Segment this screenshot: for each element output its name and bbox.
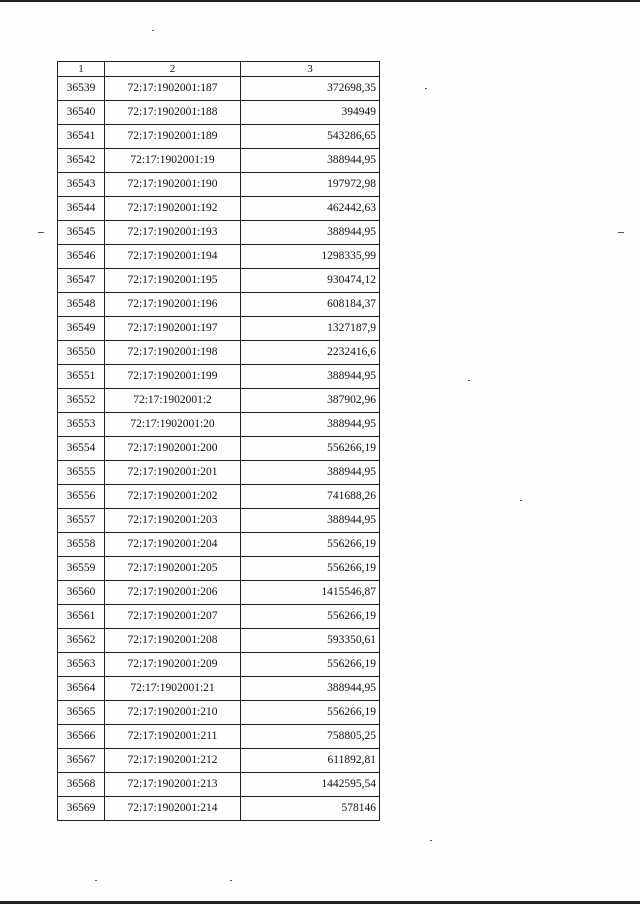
- cadastral-number-cell: 72:17:1902001:2: [105, 389, 241, 413]
- cadastral-number-cell: 72:17:1902001:190: [105, 173, 241, 197]
- table-row: [58, 101, 380, 125]
- row-number-cell: 36542: [58, 149, 105, 173]
- cadastral-number-cell: 72:17:1902001:211: [105, 725, 241, 749]
- table-header-row: [58, 62, 380, 77]
- value-cell: 1298335,99: [241, 245, 380, 269]
- value-cell: 556266,19: [241, 701, 380, 725]
- row-number-cell: 36554: [58, 437, 105, 461]
- value-cell: 388944,95: [241, 365, 380, 389]
- table-row: [58, 509, 380, 533]
- cadastral-number-cell: 72:17:1902001:202: [105, 485, 241, 509]
- column-header: 3: [241, 62, 380, 77]
- value-cell: 388944,95: [241, 509, 380, 533]
- cadastral-number-cell: 72:17:1902001:20: [105, 413, 241, 437]
- value-cell: 543286,65: [241, 125, 380, 149]
- row-number-cell: 36558: [58, 533, 105, 557]
- value-cell: 556266,19: [241, 605, 380, 629]
- table-row: [58, 173, 380, 197]
- cadastral-number-cell: 72:17:1902001:213: [105, 773, 241, 797]
- value-cell: 197972,98: [241, 173, 380, 197]
- scan-speck: [152, 30, 154, 31]
- table-row: [58, 581, 380, 605]
- cadastral-number-cell: 72:17:1902001:189: [105, 125, 241, 149]
- row-number-cell: 36543: [58, 173, 105, 197]
- value-cell: 1327187,9: [241, 317, 380, 341]
- table-row: [58, 269, 380, 293]
- row-number-cell: 36551: [58, 365, 105, 389]
- row-number-cell: 36566: [58, 725, 105, 749]
- cadastral-number-cell: 72:17:1902001:188: [105, 101, 241, 125]
- cadastral-number-cell: 72:17:1902001:203: [105, 509, 241, 533]
- table-row: [58, 125, 380, 149]
- table-row: [58, 725, 380, 749]
- table-row: [58, 413, 380, 437]
- value-cell: 462442,63: [241, 197, 380, 221]
- table-row: [58, 533, 380, 557]
- scan-speck: [38, 232, 44, 233]
- cadastral-number-cell: 72:17:1902001:205: [105, 557, 241, 581]
- cadastral-number-cell: 72:17:1902001:199: [105, 365, 241, 389]
- row-number-cell: 36539: [58, 77, 105, 101]
- cadastral-number-cell: 72:17:1902001:19: [105, 149, 241, 173]
- scan-speck: [618, 232, 624, 233]
- value-cell: 387902,96: [241, 389, 380, 413]
- table-row: [58, 245, 380, 269]
- table-row: [58, 341, 380, 365]
- row-number-cell: 36562: [58, 629, 105, 653]
- cadastral-number-cell: 72:17:1902001:208: [105, 629, 241, 653]
- row-number-cell: 36555: [58, 461, 105, 485]
- value-cell: 556266,19: [241, 437, 380, 461]
- row-number-cell: 36556: [58, 485, 105, 509]
- row-number-cell: 36563: [58, 653, 105, 677]
- row-number-cell: 36553: [58, 413, 105, 437]
- value-cell: 930474,12: [241, 269, 380, 293]
- table-row: [58, 365, 380, 389]
- cadastral-number-cell: 72:17:1902001:200: [105, 437, 241, 461]
- value-cell: 556266,19: [241, 653, 380, 677]
- value-cell: 394949: [241, 101, 380, 125]
- column-header: 1: [58, 62, 105, 77]
- cadastral-number-cell: 72:17:1902001:196: [105, 293, 241, 317]
- top-edge-rule: [0, 0, 640, 2]
- table-row: [58, 389, 380, 413]
- table-row: [58, 605, 380, 629]
- scan-speck: [430, 840, 432, 841]
- value-cell: 388944,95: [241, 149, 380, 173]
- scan-speck: [230, 880, 232, 881]
- cadastral-number-cell: 72:17:1902001:194: [105, 245, 241, 269]
- value-cell: 372698,35: [241, 77, 380, 101]
- bottom-edge-rule: [0, 901, 640, 904]
- value-cell: 741688,26: [241, 485, 380, 509]
- value-cell: 388944,95: [241, 221, 380, 245]
- row-number-cell: 36569: [58, 797, 105, 821]
- row-number-cell: 36561: [58, 605, 105, 629]
- table-row: [58, 221, 380, 245]
- row-number-cell: 36545: [58, 221, 105, 245]
- value-cell: 556266,19: [241, 533, 380, 557]
- cadastral-number-cell: 72:17:1902001:195: [105, 269, 241, 293]
- cadastral-number-cell: 72:17:1902001:201: [105, 461, 241, 485]
- table-row: [58, 485, 380, 509]
- value-cell: 578146: [241, 797, 380, 821]
- scan-speck: [425, 88, 427, 89]
- table-row: [58, 557, 380, 581]
- table-row: [58, 461, 380, 485]
- table-row: [58, 149, 380, 173]
- value-cell: 388944,95: [241, 677, 380, 701]
- cadastral-number-cell: 72:17:1902001:214: [105, 797, 241, 821]
- table-row: [58, 317, 380, 341]
- row-number-cell: 36546: [58, 245, 105, 269]
- value-cell: 611892,81: [241, 749, 380, 773]
- cadastral-number-cell: 72:17:1902001:207: [105, 605, 241, 629]
- cadastral-value-table: [57, 61, 380, 821]
- scan-speck: [520, 500, 522, 501]
- table-row: [58, 629, 380, 653]
- row-number-cell: 36564: [58, 677, 105, 701]
- table-row: [58, 749, 380, 773]
- value-cell: 556266,19: [241, 557, 380, 581]
- value-cell: 388944,95: [241, 413, 380, 437]
- table-row: [58, 437, 380, 461]
- table-row: [58, 77, 380, 101]
- value-cell: 758805,25: [241, 725, 380, 749]
- value-cell: 1415546,87: [241, 581, 380, 605]
- value-cell: 608184,37: [241, 293, 380, 317]
- value-cell: 2232416,6: [241, 341, 380, 365]
- row-number-cell: 36547: [58, 269, 105, 293]
- scan-speck: [468, 380, 470, 381]
- cadastral-number-cell: 72:17:1902001:21: [105, 677, 241, 701]
- cadastral-number-cell: 72:17:1902001:193: [105, 221, 241, 245]
- row-number-cell: 36567: [58, 749, 105, 773]
- row-number-cell: 36541: [58, 125, 105, 149]
- row-number-cell: 36549: [58, 317, 105, 341]
- row-number-cell: 36544: [58, 197, 105, 221]
- scan-speck: [95, 880, 97, 881]
- cadastral-number-cell: 72:17:1902001:187: [105, 77, 241, 101]
- column-header: 2: [105, 62, 241, 77]
- row-number-cell: 36559: [58, 557, 105, 581]
- row-number-cell: 36557: [58, 509, 105, 533]
- row-number-cell: 36548: [58, 293, 105, 317]
- cadastral-number-cell: 72:17:1902001:210: [105, 701, 241, 725]
- table-row: [58, 293, 380, 317]
- row-number-cell: 36560: [58, 581, 105, 605]
- table-row: [58, 653, 380, 677]
- cadastral-number-cell: 72:17:1902001:192: [105, 197, 241, 221]
- table-row: [58, 773, 380, 797]
- table-row: [58, 797, 380, 821]
- table-row: [58, 197, 380, 221]
- cadastral-number-cell: 72:17:1902001:212: [105, 749, 241, 773]
- table-row: [58, 701, 380, 725]
- row-number-cell: 36568: [58, 773, 105, 797]
- cadastral-number-cell: 72:17:1902001:206: [105, 581, 241, 605]
- cadastral-number-cell: 72:17:1902001:198: [105, 341, 241, 365]
- value-cell: 593350,61: [241, 629, 380, 653]
- row-number-cell: 36552: [58, 389, 105, 413]
- row-number-cell: 36550: [58, 341, 105, 365]
- cadastral-number-cell: 72:17:1902001:204: [105, 533, 241, 557]
- value-cell: 388944,95: [241, 461, 380, 485]
- cadastral-number-cell: 72:17:1902001:197: [105, 317, 241, 341]
- cadastral-number-cell: 72:17:1902001:209: [105, 653, 241, 677]
- row-number-cell: 36565: [58, 701, 105, 725]
- row-number-cell: 36540: [58, 101, 105, 125]
- table-row: [58, 677, 380, 701]
- value-cell: 1442595,54: [241, 773, 380, 797]
